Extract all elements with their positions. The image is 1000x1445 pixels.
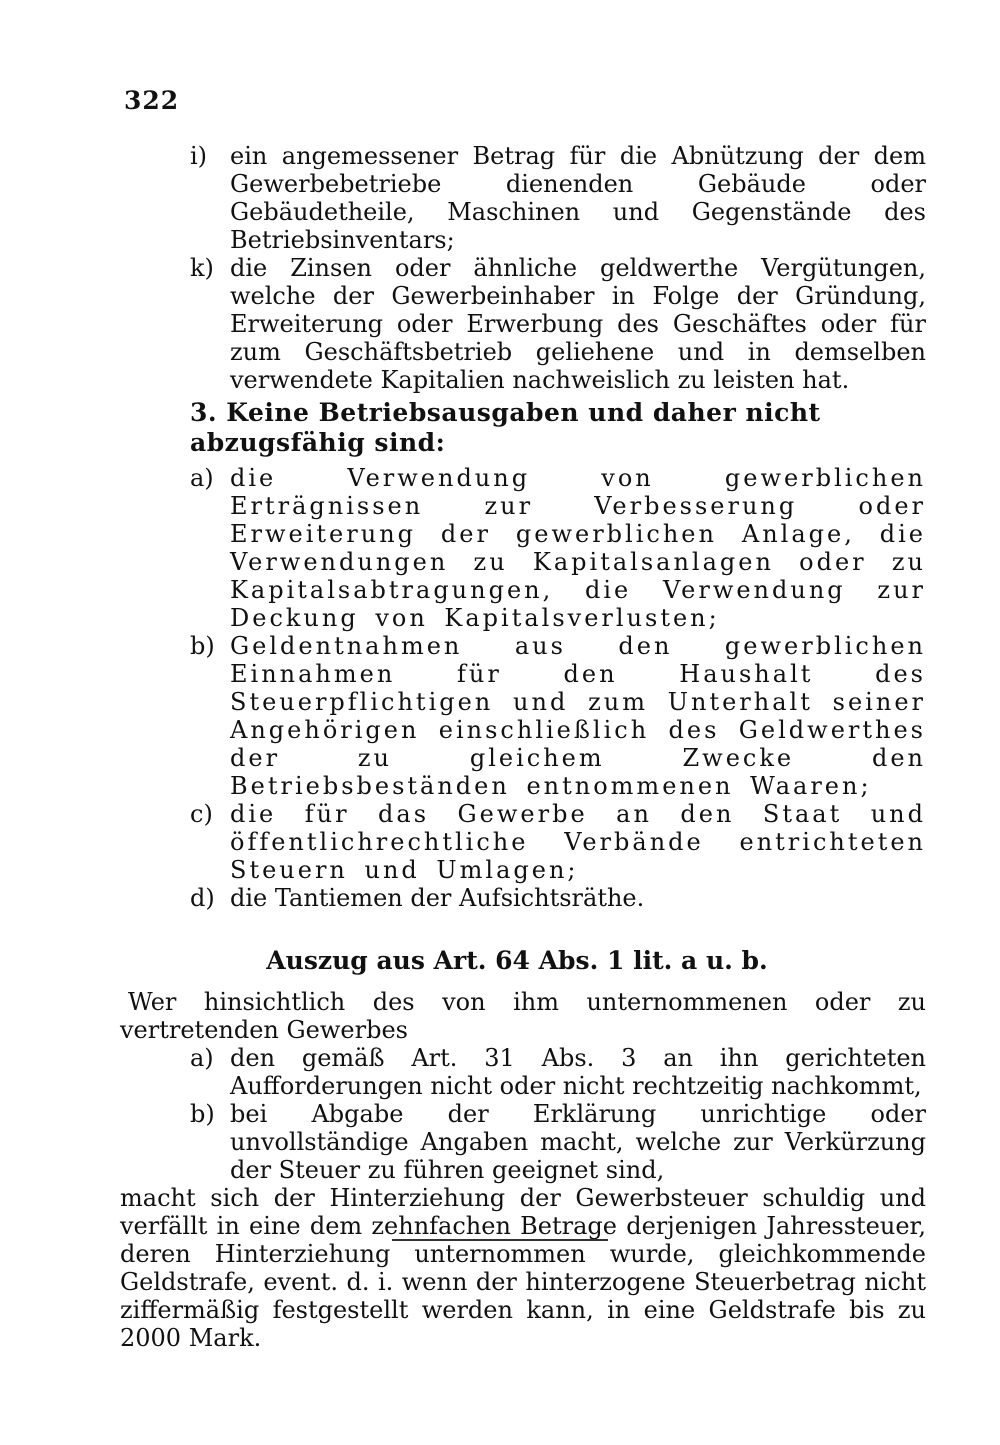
page-number: 322 [124,86,180,115]
excerpt-item-a [190,1044,926,1100]
excerpt-intro: Wer hinsichtlich des von ihm unternommenen oder zu vertretenden Gewerbes [120,988,926,1044]
item-text: den gemäß Art. 31 Abs. 3 an ihn gerichteten Aufforderungen nicht oder nicht rechtzeitig nachkommt, [230,1044,926,1100]
list-item-d [190,884,926,912]
excerpt-item-b [190,1100,926,1184]
item-text: die für das Gewerbe an den Staat und öffentlichrechtliche Verbände entrichteten Steuern und Umlagen; [230,800,926,884]
item-label: d) [190,884,215,912]
list-item-a [190,464,926,632]
item-label: k) [190,254,214,282]
item-label: c) [190,800,213,828]
closing-rule [392,1239,608,1241]
page-body [120,142,926,1352]
item-text: die Tantiemen der Aufsichtsräthe. [230,884,645,912]
list-item-c [190,800,926,884]
item-label: a) [190,1044,214,1072]
item-text: bei Abgabe der Erklärung unrichtige oder unvollständige Angaben macht, welche zur Verkürzung der Steuer zu führen geeignet sind, [230,1100,926,1184]
excerpt-heading: Auszug aus Art. 64 Abs. 1 lit. a u. b. [266,946,768,975]
excerpt-conclusion: macht sich der Hinterziehung der Gewerbsteuer schuldig und verfällt in eine dem zehnfachen Betrage derjenigen Jahressteuer, deren Hinterziehung unternommen wurde, gleichkommende Geldstrafe, event. d. i. wenn der hinterzogene Steuerbetrag nicht ziffermäßig festgestellt werden kann, in eine Geldstrafe bis zu 2000 Mark. [120,1184,926,1352]
item-text: die Zinsen oder ähnliche geldwerthe Vergütungen, welche der Gewerbeinhaber in Folge der Gründung, Erweiterung oder Erwerbung des Geschäftes oder für zum Geschäftsbetrieb geliehene und in demselben verwendete Kapitalien nachweislich zu leisten hat. [230,254,926,394]
list-item-b [190,632,926,800]
item-text: die Verwendung von gewerblichen Erträgnissen zur Verbesserung oder Erweiterung der gewerblichen Anlage, die Verwendungen zu Kapitalsanlagen oder zu Kapitalsabtragungen, die Verwendung zur Deckung von Kapitalsverlusten; [230,464,926,632]
list-item-k [190,254,926,394]
item-label: b) [190,632,215,660]
item-label: b) [190,1100,215,1128]
item-label: i) [190,142,208,170]
item-label: a) [190,464,214,492]
item-text: ein angemessener Betrag für die Abnützung der dem Gewerbebetriebe dienenden Gebäude oder Gebäudetheile, Maschinen und Gegenstände des Betriebsinventars; [230,142,926,254]
item-text: Geldentnahmen aus den gewerblichen Einnahmen für den Haushalt des Steuerpflichtigen und zum Unterhalt seiner Angehörigen einschließlich des Geldwerthes der zu gleichem Zwecke den Betriebsbeständen entnommenen Waaren; [230,632,926,800]
section-heading: 3. Keine Betriebsausgaben und daher nicht abzugsfähig sind: [190,398,821,457]
list-item-i [190,142,926,254]
